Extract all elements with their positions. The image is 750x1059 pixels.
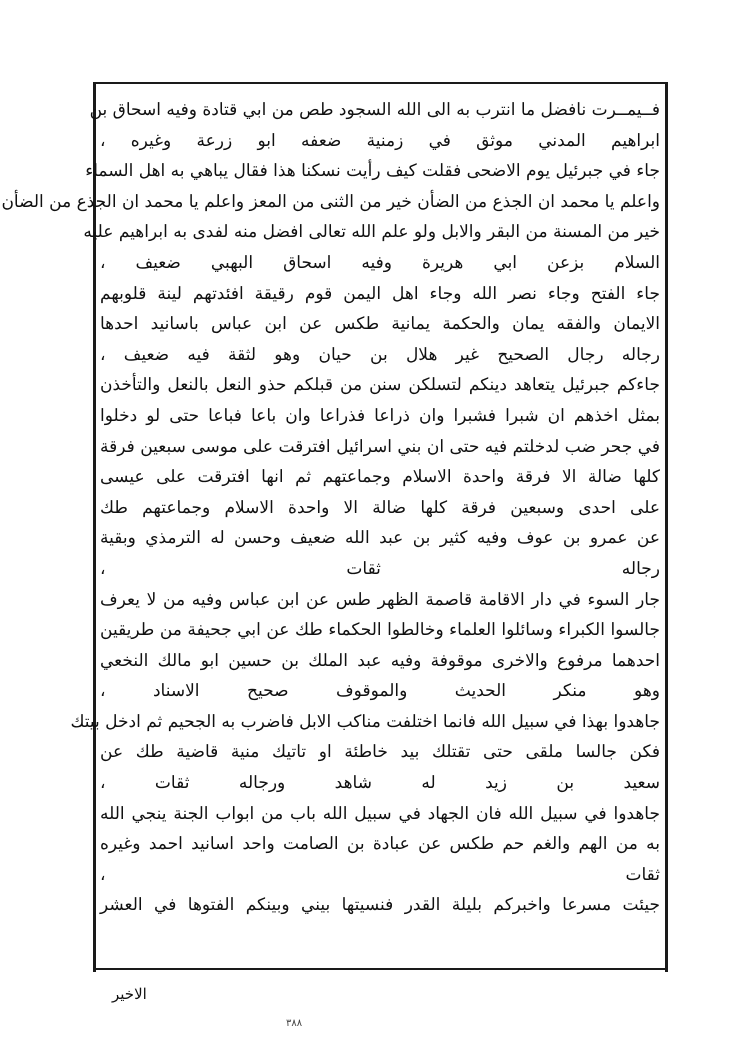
manuscript-text-block (1, 95, 660, 955)
text-line: خير من المسنة من البقر والابل ولو علم الله تعالى افضل منه لفدى به ابراهيم عليه (83, 222, 660, 243)
text-line: الايمان والفقه يمان والحكمة يمانية طكس عن ابن عباس باسانيد احدها (100, 314, 660, 335)
text-line: جالسوا الكبراء وسائلوا العلماء وخالطوا الحكماء طك عن ابي جحيفة من طريقين (100, 620, 660, 641)
text-line: فــيمــرت نافضل ما انترب به الى الله السجود طص من ابي قتادة وفيه اسحاق بن (89, 100, 660, 120)
frame-right-rule (665, 82, 668, 972)
text-line: جاهدوا بهذا في سبيل الله فانما اختلفت مناكب الابل فاضرب به الجحيم ثم ادخل بيتك (70, 711, 660, 732)
text-line: جاءكم جبرئيل يتعاهد دينكم لتسلكن سنن من قبلكم حذو النعل بالنعل والتأخذن (100, 375, 660, 396)
text-line: جاء الفتح وجاء نصر الله وجاء اهل اليمن قوم رقيقة افئدتهم لينة قلوبهم (100, 283, 660, 304)
text-line: في جحر ضب لدخلتم فيه حتى ان بني اسرائيل افترقت على موسى سبعين فرقة (100, 436, 660, 457)
text-line: رجاله ثقات ، (100, 558, 660, 579)
text-line: رجاله رجال الصحيح غير هلال بن حيان وهو لثقة فيه ضعيف ، (100, 344, 660, 365)
text-line: ثقات ، (100, 864, 660, 885)
text-line: وهو منكر الحديث والموقوف صحيح الاسناد ، (100, 681, 660, 702)
catchword: الاخير (112, 985, 147, 1003)
text-line: على احدى وسبعين فرقة كلها ضالة الا واحدة الاسلام وجماعتهم طك (100, 497, 660, 518)
text-line: كلها ضالة الا فرقة واحدة الاسلام وجماعتهم ثم انها افترقت على عيسى (100, 467, 660, 488)
text-line: سعيد بن زيد له شاهد ورجاله ثقات ، (100, 773, 660, 794)
text-line: عن عمرو بن عوف وفيه كثير بن عبد الله ضعيف وحسن له الترمذي وبقية (100, 528, 660, 549)
text-line: جار السوء في دار الاقامة قاصمة الظهر طس عن ابن عباس وفيه من لا يعرف (100, 589, 660, 610)
text-line: فكن جالسا ملقى حتى تقتلك بيد خاطئة او تاتيك منية قاضية طك عن (100, 742, 660, 763)
text-line: واعلم يا محمد ان الجذع من الضأن خير من الثنى من المعز واعلم يا محمد ان الجذع من الضأن (1, 191, 660, 212)
text-line: ابراهيم المدني موثق في زمنية ضعفه ابو زرعة وغيره ، (100, 130, 660, 151)
text-line: جيئت مسرعا واخبركم بليلة القدر فنسيتها بيني وبينكم الفتوها في العشر (100, 895, 660, 916)
frame-bottom-rule (93, 968, 668, 970)
frame-top-rule (93, 82, 668, 84)
page-stamp: ٣٨٨ (286, 1018, 303, 1029)
text-line: جاهدوا في سبيل الله فان الجهاد في سبيل الله باب من ابواب الجنة ينجي الله (100, 803, 660, 824)
text-line: احدهما مرفوع والاخرى موقوفة وفيه عبد الملك بن حسين ابو مالك النخعي (100, 650, 660, 671)
text-line: بمثل اخذهم ان شبرا فشبرا وان ذراعا فذراعا وان باعا فباعا حتى لو دخلوا (100, 405, 660, 426)
text-line: به من الهم والغم حم طكس عن عبادة بن الصامت واحد اسانيد احمد وغيره (100, 834, 660, 855)
text-line: جاء في جبرئيل يوم الاضحى فقلت كيف رأيت نسكنا هذا فقال يباهي به اهل السماء (85, 161, 660, 182)
text-line: السلام بزعن ابي هريرة وفيه اسحاق البهبي ضعيف ، (100, 252, 660, 273)
